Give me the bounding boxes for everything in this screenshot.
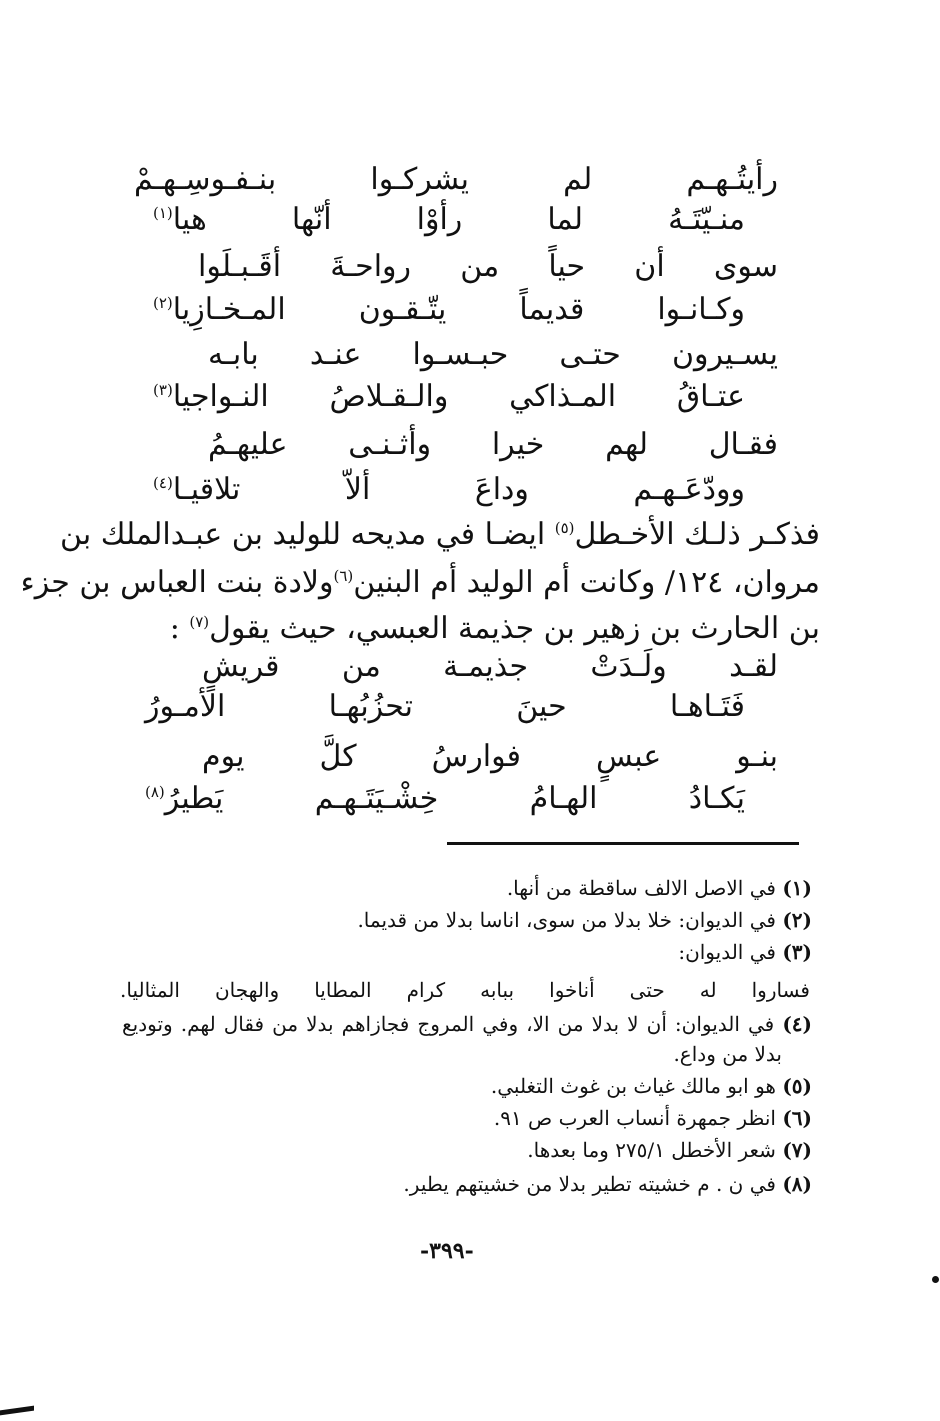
footnote-ref-5[interactable]: (٥) xyxy=(554,519,575,537)
footnote-verse-word: حتى xyxy=(629,978,665,1002)
footnote-verse-word: كرام xyxy=(406,978,446,1002)
footnote-number: (٧) xyxy=(782,1138,812,1162)
verse-word: قريشٍ xyxy=(202,649,280,684)
verse-word: لم xyxy=(563,162,593,197)
poem-one-hemistich xyxy=(153,202,745,237)
verse-word: المـذاكي xyxy=(509,379,617,414)
footnote-number: (٥) xyxy=(782,1074,812,1098)
poem-one-hemistich xyxy=(134,162,778,197)
verse-word: الأمـورُ xyxy=(145,689,226,724)
verse-word: تلاقيـا(٤) xyxy=(153,472,241,507)
verse-word: هيا(١) xyxy=(153,202,207,237)
prose-line-2 xyxy=(20,565,820,600)
verse-word: فَتَـاهـا xyxy=(669,689,745,724)
verse-word: أقَـبـلَوا xyxy=(198,249,282,284)
verse-word: الهـامُ xyxy=(529,781,598,816)
poem-two-hemistich xyxy=(202,739,778,774)
footnote-ref[interactable]: (٢) xyxy=(153,294,173,312)
verse-word: بنـو xyxy=(736,739,778,774)
footnote-number: (٢) xyxy=(782,908,812,932)
footnote-verse-word: المطايا xyxy=(314,978,372,1002)
poem-one-hemistich xyxy=(153,379,745,414)
verse-word: قديماً xyxy=(519,292,585,327)
verse-word: رأيتُـهـم xyxy=(686,162,778,197)
verse-word: عبسٍ xyxy=(596,739,662,774)
footnote-text: في الديوان: xyxy=(678,940,776,964)
verse-word: منـيّتَـهُ xyxy=(668,202,745,237)
verse-word: فقـال xyxy=(708,427,778,462)
footnote-7 xyxy=(527,1140,812,1160)
footnote-3 xyxy=(678,942,812,962)
footnote-3-verse xyxy=(120,978,810,1002)
verse-word: وداعَ xyxy=(474,472,529,507)
poem-two-hemistich xyxy=(202,649,778,684)
verse-word: يتّـقـون xyxy=(358,292,447,327)
poem-two-hemistich xyxy=(145,689,745,724)
verse-word: يوم xyxy=(202,739,245,774)
footnote-number: (١) xyxy=(782,876,812,900)
footnote-ref[interactable]: (٨) xyxy=(145,783,165,801)
verse-word: المـخـازِيا(٢) xyxy=(153,292,286,327)
verse-word: النـواجيا(٣) xyxy=(153,379,269,414)
verse-word: ألاّ xyxy=(344,472,371,507)
verse-word: وأثـنـى xyxy=(348,427,432,462)
verse-word: لهم xyxy=(605,427,648,462)
verse-word: خِشْـيَتَـهـم xyxy=(314,781,439,816)
footnote-text: في الديوان: أن لا بدلا من الا، وفي المروج فجازاهم بدلا من فقال لهم. وتوديع xyxy=(122,1012,775,1036)
footnote-separator xyxy=(447,842,799,845)
verse-word: يَكـادُ xyxy=(688,781,745,816)
verse-word: فوارسُ xyxy=(431,739,521,774)
verse-word: حتـى xyxy=(559,337,621,372)
footnote-8 xyxy=(403,1174,812,1194)
scan-edge-mark xyxy=(0,1406,34,1416)
verse-word: عتـاقُ xyxy=(676,379,745,414)
footnote-verse-word: فساروا xyxy=(751,978,810,1002)
verse-word: بابـه xyxy=(208,337,259,372)
footnote-verse-word: أناخوا xyxy=(549,978,595,1002)
verse-word: رواحـةَ xyxy=(330,249,412,284)
footnote-ref[interactable]: (١) xyxy=(153,204,173,222)
footnote-text: هو ابو مالك غياث بن غوث التغلبي. xyxy=(490,1074,776,1098)
verse-word: لقـد xyxy=(729,649,778,684)
verse-word: حبـسـوا xyxy=(412,337,509,372)
prose-line-1 xyxy=(59,517,820,552)
verse-word: وكـانـوا xyxy=(657,292,745,327)
footnote-verse-word: والهجان xyxy=(214,978,280,1002)
prose-text: ولادة بنت العباس بن جزء xyxy=(20,565,334,600)
verse-word: لما xyxy=(547,202,584,237)
verse-word: بنـفـوسِـهـمْ xyxy=(134,162,277,197)
scan-dot xyxy=(932,1276,939,1283)
footnote-6 xyxy=(494,1108,812,1128)
footnote-text: في الاصل الالف ساقطة من أنها. xyxy=(506,876,776,900)
footnote-text: بدلا من وداع. xyxy=(673,1042,782,1066)
poem-one-hemistich xyxy=(153,472,745,507)
footnote-number: (٣) xyxy=(782,940,812,964)
footnote-text: في الديوان: خلا بدلا من سوى، اناسا بدلا من قديما. xyxy=(357,908,776,932)
footnote-number: (٤) xyxy=(782,1012,812,1036)
footnote-ref[interactable]: (٤) xyxy=(153,474,173,492)
verse-word: أنّها xyxy=(291,202,332,237)
footnote-text: في ن . م خشيته تطير بدلا من خشيتهم يطير. xyxy=(403,1172,776,1196)
prose-text: بن الحارث بن زهير بن جذيمة العبسي، حيث يقول xyxy=(209,611,820,646)
footnote-text: انظر جمهرة أنساب العرب ص ٩١. xyxy=(493,1106,776,1130)
footnote-1 xyxy=(507,878,812,898)
footnote-4 xyxy=(122,1014,812,1034)
verse-word: سوى xyxy=(713,249,778,284)
verse-word: رأوْا xyxy=(416,202,463,237)
footnote-verse-word: ببابه xyxy=(480,978,515,1002)
verse-word: حينَ xyxy=(516,689,567,724)
footnote-2 xyxy=(357,910,812,930)
poem-one-hemistich xyxy=(208,337,778,372)
prose-text: فذكـر ذلـك الأخـطل xyxy=(574,517,820,552)
poem-one-hemistich xyxy=(153,292,745,327)
verse-word: عليهـمُ xyxy=(208,427,288,462)
page-number: -٣٩٩- xyxy=(420,1238,474,1264)
verse-word: كلَّ xyxy=(319,739,357,774)
footnote-ref-6[interactable]: (٦) xyxy=(333,567,354,585)
verse-word: وودّعَـهـم xyxy=(633,472,745,507)
verse-word: ولَـدَتْ xyxy=(590,649,667,684)
verse-word: من xyxy=(460,249,500,284)
verse-word: خيرا xyxy=(491,427,545,462)
verse-word: يشركـوا xyxy=(370,162,469,197)
verse-word: حياً xyxy=(548,249,586,284)
footnote-ref-7[interactable]: (٧) xyxy=(189,613,210,631)
footnote-5 xyxy=(491,1076,812,1096)
verse-word: يسـيرون xyxy=(671,337,778,372)
poem-one-hemistich xyxy=(198,249,778,284)
footnote-verse-word: له xyxy=(699,978,717,1002)
poem-two-hemistich xyxy=(145,781,745,816)
footnote-verse-word: المثاليا. xyxy=(120,978,180,1002)
verse-word: يَطيرُ(٨) xyxy=(145,781,224,816)
verse-word: عنـد xyxy=(309,337,362,372)
prose-line-3 xyxy=(120,611,820,646)
footnote-text: شعر الأخطل ٢٧٥/١ وما بعدها. xyxy=(527,1138,776,1162)
prose-text: : xyxy=(169,611,180,646)
verse-word: تحزُبُهـا xyxy=(328,689,413,724)
prose-text: مروان، ١٢٤/ وكانت أم الوليد أم البنين xyxy=(353,565,820,600)
verse-word: والـقـلاصُ xyxy=(329,379,449,414)
prose-text: ايضـا في مديحه للوليد بن عبـدالملك بن xyxy=(59,517,546,552)
footnote-ref[interactable]: (٣) xyxy=(153,381,173,399)
footnote-4-continued xyxy=(673,1044,782,1064)
verse-word: من xyxy=(341,649,381,684)
footnote-number: (٨) xyxy=(782,1172,812,1196)
poem-one-hemistich xyxy=(208,427,778,462)
footnote-number: (٦) xyxy=(782,1106,812,1130)
verse-word: أن xyxy=(634,249,665,284)
verse-word: جذيمـة xyxy=(443,649,529,684)
